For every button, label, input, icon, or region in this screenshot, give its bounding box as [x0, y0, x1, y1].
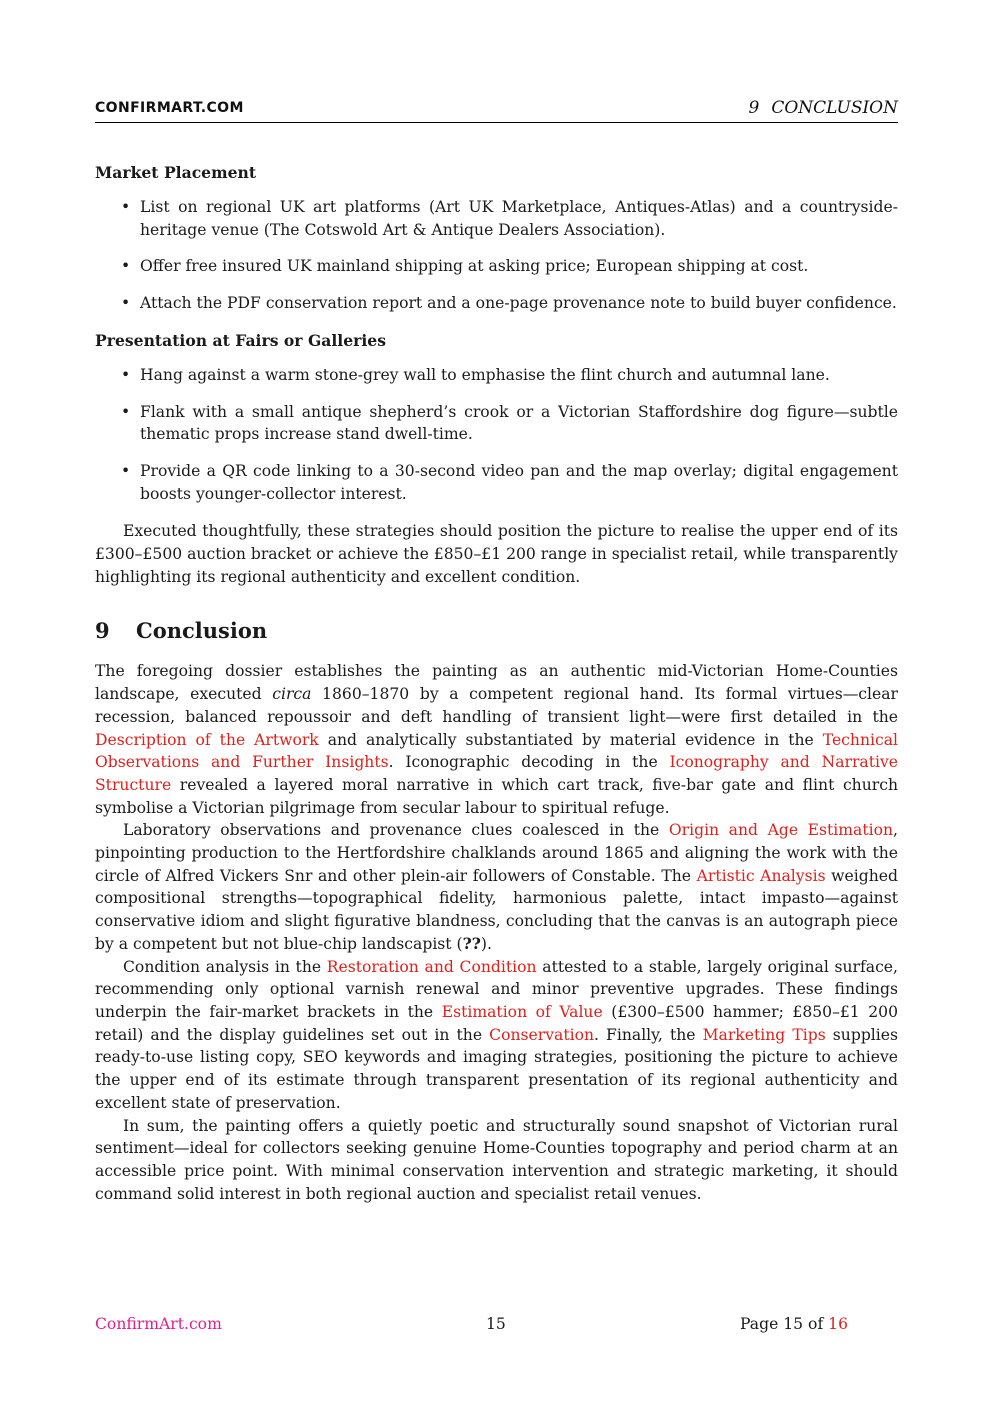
- footer-page-count: Page 15 of 16: [740, 1315, 849, 1333]
- footer-total-pages-link[interactable]: 16: [828, 1315, 849, 1333]
- site-logo: CONFIRMART.COM: [95, 100, 244, 116]
- footer-site-link[interactable]: ConfirmArt.com: [95, 1315, 222, 1333]
- section-title: Conclusion: [136, 618, 268, 644]
- document-page: [95, 0, 898, 1404]
- list-item: • Hang against a warm stone-grey wall to emphasise the flint church and autumnal lane.: [95, 364, 898, 387]
- link-description-of-artwork[interactable]: Description of the Artwork: [95, 730, 319, 749]
- list-item: • Offer free insured UK mainland shipping at asking price; European shipping at cost.: [95, 255, 898, 278]
- section-heading-conclusion: [95, 617, 898, 645]
- market-placement-heading: Market Placement: [95, 163, 257, 182]
- header-section-title: CONCLUSION: [771, 98, 898, 118]
- conclusion-paragraph-3: Condition analysis in the Restoration and Condition attested to a stable, largely original surface, recommending only optional varnish renewal and minor preventive upgrades. These findings underpin the fair-market brackets in the Estimation of Value (£300–£500 hammer; £850–£1 200 retail) and the display guidelines set out in the Conservation. Finally, the Marketing Tips supplies ready-to-use listing copy, SEO keywords and imaging strategies, positioning the picture to achieve the upper end of its estimate through transparent presentation of its regional authenticity and excellent state of preservation.: [95, 957, 899, 1112]
- circa-italic: circa: [272, 685, 312, 704]
- link-origin-age[interactable]: Origin and Age Estimation: [668, 821, 894, 840]
- link-marketing-tips[interactable]: Marketing Tips: [702, 1025, 826, 1044]
- header-section-number: 9: [748, 98, 760, 118]
- list-item: • Provide a QR code linking to a 30-second video pan and the map overlay; digital engagement boosts younger-collector interest.: [95, 460, 898, 505]
- footer-page-number: 15: [486, 1315, 506, 1333]
- header-section-label: [748, 98, 898, 118]
- link-restoration-condition[interactable]: Restoration and Condition: [326, 957, 537, 976]
- presentation-list: [95, 364, 898, 506]
- list-item: • Flank with a small antique shepherd’s crook or a Victorian Staffordshire dog figure—subtle thematic props increase stand dwell-time.: [95, 401, 898, 446]
- link-estimation-of-value[interactable]: Estimation of Value: [441, 1002, 603, 1021]
- section-number: 9: [95, 618, 110, 644]
- page-body: [95, 162, 898, 1205]
- market-placement-list: [95, 196, 898, 315]
- missing-reference: ??: [462, 933, 481, 953]
- presentation-heading: Presentation at Fairs or Galleries: [95, 330, 386, 350]
- conclusion-paragraph-1: The foregoing dossier establishes the painting as an authentic mid-Victorian Home-Counties landscape, executed circa 1860–1870 by a competent regional hand. Its formal virtues—clear recession, balanced repoussoir and deft handling of transient light—were first detailed in the Description of the Artwork and analytically substantiated by material evidence in the Technical Observations and Further Insights. Iconographic decoding in the Iconography and Narrative Structure revealed a layered moral narrative in which cart track, five-bar gate and flint church symbolise a Victorian pilgrimage from secular labour to spiritual refuge.: [95, 662, 898, 817]
- list-item: • List on regional UK art platforms (Art UK Marketplace, Antiques-Atlas) and a countryside-heritage venue (The Cotswold Art & Antique Dealers Association).: [95, 196, 898, 241]
- link-technical-observations[interactable]: Technical Observations and Further Insights: [95, 730, 898, 772]
- conclusion-paragraph-4: In sum, the painting offers a quietly poetic and structurally sound snapshot of Victorian rural sentiment—ideal for collectors seeking genuine Home-Counties topography and period charm at an accessible price point. With minimal conservation intervention and strategic marketing, it should command solid interest in both regional auction and specialist retail venues.: [95, 1116, 898, 1203]
- list-item: • Attach the PDF conservation report and a one-page provenance note to build buyer confidence.: [95, 292, 898, 315]
- link-conservation[interactable]: Conservation: [489, 1025, 595, 1044]
- link-artistic-analysis[interactable]: Artistic Analysis: [696, 866, 826, 885]
- link-iconography[interactable]: Iconography and Narrative Structure: [95, 753, 898, 794]
- conclusion-paragraph-2: Laboratory observations and provenance clues coalesced in the Origin and Age Estimation, pinpointing production to the Hertfordshire chalklands around 1865 and aligning the work with the circle of Alfred Vickers Snr and other plein-air followers of Constable. The Artistic Analysis weighed compositional strengths—topographical fidelity, harmonious palette, intact impasto—against conservative idiom and slight figurative blandness, concluding that the canvas is an autograph piece by a competent but not blue-chip landscapist (??).: [95, 821, 899, 953]
- running-header: [95, 98, 898, 123]
- marketing-closing-paragraph: Executed thoughtfully, these strategies should position the picture to realise the upper end of its £300–£500 auction bracket or achieve the £850–£1 200 range in specialist retail, while transparently highlighting its regional authenticity and excellent condition.: [95, 522, 898, 586]
